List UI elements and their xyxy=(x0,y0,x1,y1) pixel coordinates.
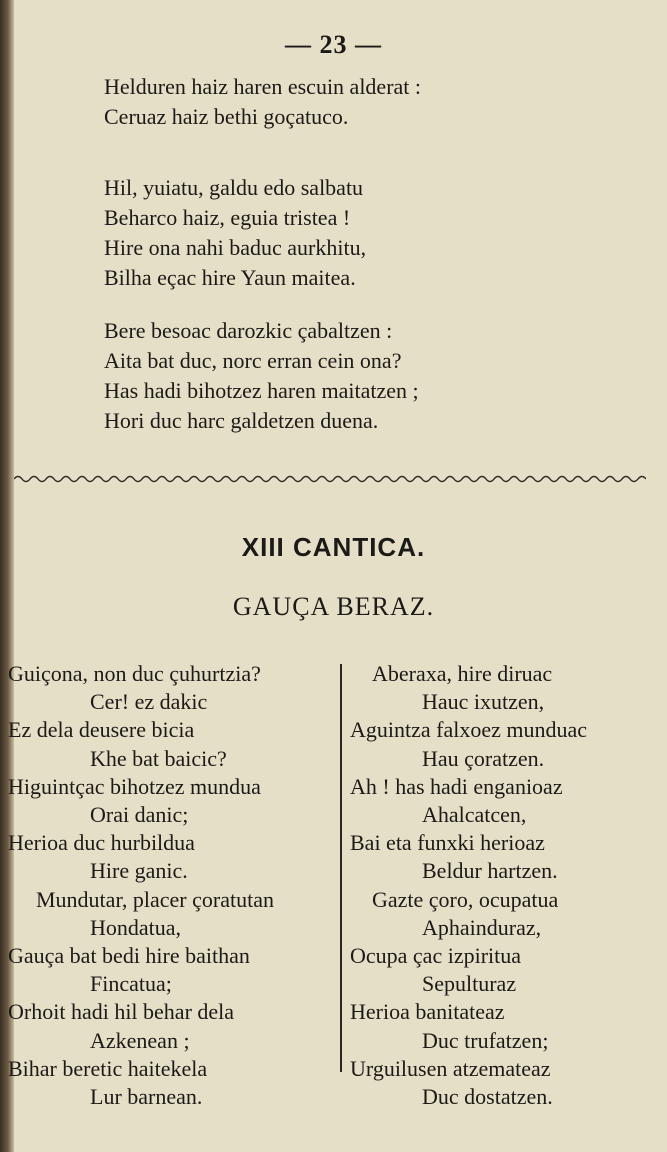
verse-line: Hori duc harc galdetzen duena. xyxy=(104,408,379,433)
verse-line: Aita bat duc, norc erran cein ona? xyxy=(104,348,402,373)
verse-line: Higuintçac bihotzez mundua xyxy=(8,773,261,799)
verse-line: Hil, yuiatu, galdu edo salbatu xyxy=(104,175,364,200)
verse-line: Azkenean ; xyxy=(90,1027,190,1053)
verse-line: Has hadi bihotzez haren maitatzen ; xyxy=(104,378,419,403)
verse-line: Hire ona nahi baduc aurkhitu, xyxy=(104,235,367,260)
stanza-2 xyxy=(104,173,624,293)
column-divider xyxy=(340,664,342,1072)
left-verse-column xyxy=(8,660,336,1111)
verse-line: Aguintza falxoez munduac xyxy=(350,717,588,743)
verse-line: Hau çoratzen. xyxy=(422,745,545,771)
verse-line: Ah ! has hadi enganioaz xyxy=(350,773,563,799)
right-verse-column xyxy=(350,660,650,1111)
verse-line: Lur barnean. xyxy=(90,1084,203,1110)
verse-line: Gauça bat bedi hire baithan xyxy=(8,943,250,969)
verse-line: Aphainduraz, xyxy=(422,914,542,940)
verse-line: Duc dostatzen. xyxy=(422,1084,553,1110)
verse-line: Guiçona, non duc çuhurtzia? xyxy=(8,661,261,686)
song-subtitle: GAUÇA BERAZ. xyxy=(232,592,435,621)
verse-line: Hondatua, xyxy=(90,914,182,940)
verse-line: Duc trufatzen; xyxy=(422,1027,549,1053)
verse-line: Herioa duc hurbildua xyxy=(8,830,195,856)
verse-line: Ocupa çac izpiritua xyxy=(350,943,522,969)
verse-line: Urguilusen atzemateaz xyxy=(350,1055,551,1081)
verse-line: Bere besoac darozkic çabaltzen : xyxy=(104,318,393,343)
stanza-1 xyxy=(104,72,624,132)
verse-line: Fincatua; xyxy=(90,971,172,997)
verse-line: Beharco haiz, eguia tristea ! xyxy=(104,205,351,230)
verse-line: Ahalcatcen, xyxy=(422,802,527,828)
verse-line: Bihar beretic haitekela xyxy=(8,1055,208,1081)
verse-line: Bilha eçac hire Yaun maitea. xyxy=(104,265,356,290)
verse-line: Bai eta funxki herioaz xyxy=(350,830,545,856)
verse-line: Beldur hartzen. xyxy=(422,858,558,884)
verse-line: Mundutar, placer çoratutan xyxy=(36,886,274,912)
verse-line: Gazte çoro, ocupatua xyxy=(372,886,559,912)
verse-line: Cer! ez dakic xyxy=(90,689,208,715)
verse-line: Herioa banitateaz xyxy=(350,999,505,1025)
verse-line: Sepulturaz xyxy=(422,971,517,997)
verse-line: Aberaxa, hire diruac xyxy=(372,661,553,686)
stanza-3 xyxy=(104,316,624,436)
page-number: — 23 — xyxy=(285,30,382,59)
song-title: XIII CANTICA. xyxy=(241,532,426,562)
verse-line: Khe bat baicic? xyxy=(90,745,227,771)
verse-line: Orai danic; xyxy=(90,802,189,828)
wavy-section-rule xyxy=(14,472,646,486)
verse-line: Helduren haiz haren escuin alderat : xyxy=(104,74,422,99)
verse-line: Hauc ixutzen, xyxy=(422,689,545,715)
verse-line: Hire ganic. xyxy=(90,858,188,884)
verse-line: Ceruaz haiz bethi goçatuco. xyxy=(104,104,349,129)
verse-line: Ez dela deusere bicia xyxy=(8,717,195,743)
verse-line: Orhoit hadi hil behar dela xyxy=(8,999,235,1025)
